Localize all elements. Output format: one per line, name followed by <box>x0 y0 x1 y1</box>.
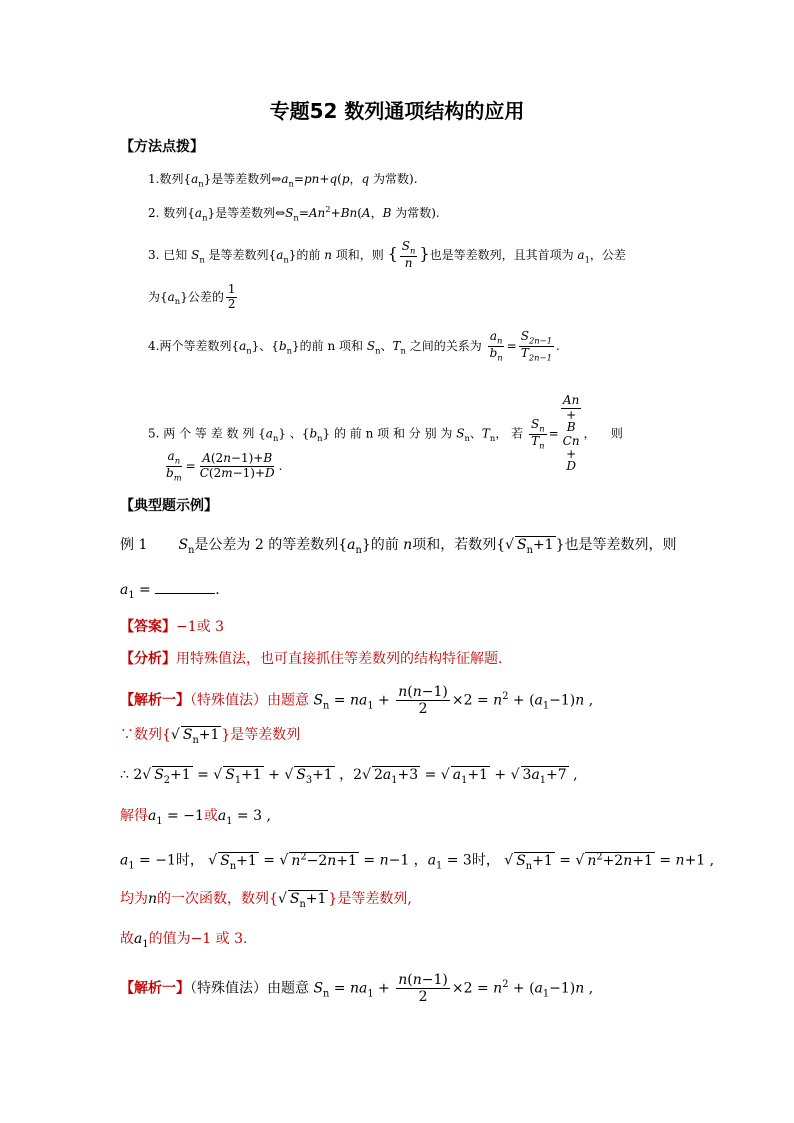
method-item-4: 4.两个等差数列$\{a_n\}$、$\{b_n\}$的前 n 项和 $S_n$、$T_n$ 之间的关系为 $\frac{a_n}{b_n}$ = $\frac{S_{2n-1}}{T_{2n-1}}$ . <box>148 329 560 363</box>
method-item-1: 1.数列$\{a_n\}$是等差数列$\Leftrightarrow a_n=pn+q(p$，q 为常数). <box>148 172 418 189</box>
examples-heading: 【典型题示例】 <box>120 498 218 514</box>
analysis-line: 【分析】用特殊值法，也可直接抓住等差数列的结构特征解题. <box>120 651 503 667</box>
solution-1-line: 【解析一】（特殊值法）由题意 $S_n = na_1$ + $\frac{n(n-1)}{2}$ $\times 2 = n^2 + (a_1-1)n$ , <box>120 684 594 718</box>
method-item-3-cont: 为$\{a_n\}$公差的 $\frac{1}{2}$ <box>148 282 236 311</box>
cases-line: $a_1 = -1$时， √ $S_n+1$ = √ $n^2-2n+1 = n-1$ ，$a_1 = 3$时， √ $S_n+1$ = √ $n^2+2n+1 = n+1$ , <box>120 851 715 872</box>
solution-1-repeat-line: 【解析一】（特殊值法）由题意 $S_n = na_1$ + $\frac{n(n-1)}{2}$ $\times 2 = n^2 + (a_1-1)n$ , <box>120 972 594 1006</box>
example-1-stem: 例 1 $S_n$是公差为 2 的等差数列$\{a_n\}$的前 n项和，若数列{√ $S_n+1$ }也是等差数列，则 <box>120 537 677 556</box>
therefore-line: ∴ 2√ $S_2+1$ = √ $S_1+1$ + √ $S_3+1$ ，2√ $2a_1+3$ = √ $a_1+1$ + √ $3a_1+7$ , <box>120 767 578 786</box>
because-line: ∵数列{√ $S_n+1$ }是等差数列 <box>120 727 301 746</box>
example-1-blank: $a_1$ = . <box>120 582 220 601</box>
linear-line: 均为n的一次函数，数列{√ $S_n+1$ }是等差数列, <box>120 891 412 910</box>
method-item-3: 3. 已知 $S_n$ 是等差数列$\{a_n\}$的前 n 项和，则 { $\frac{S_n}{n}$ }也是等差数列，且其首项为 $a_1$，公差 <box>148 239 626 271</box>
method-item-5: 5. 两 个 等 差 数 列 $\{a_n\}$ 、$\{b_n\}$ 的 前 n 项 和 分 别 为 $S_n$、$T_n$， 若 $\frac{S_n}{T_n}$ = An + B Cn + D ， 则 <box>148 393 623 474</box>
method-heading: 【方法点拨】 <box>120 139 204 155</box>
conclusion-line: 故$a_1$的值为−1 或 3. <box>120 931 248 950</box>
answer-line: 【答案】−1或 3 <box>120 619 224 635</box>
page-title: 专题52 数列通项结构的应用 <box>269 99 525 123</box>
method-item-5-formula: $\frac{a_n}{b_m}$ = $\frac{A(2n-1)+B}{C(2m-1)+D}$ . <box>166 449 283 483</box>
method-item-2: 2. 数列$\{a_n\}$是等差数列$\Leftrightarrow S_n=An^2+Bn(A$，B 为常数). <box>148 204 440 223</box>
solve-line: 解得$a_1 = -1$或$a_1 = 3$ , <box>120 808 271 827</box>
answer-blank <box>155 581 215 594</box>
